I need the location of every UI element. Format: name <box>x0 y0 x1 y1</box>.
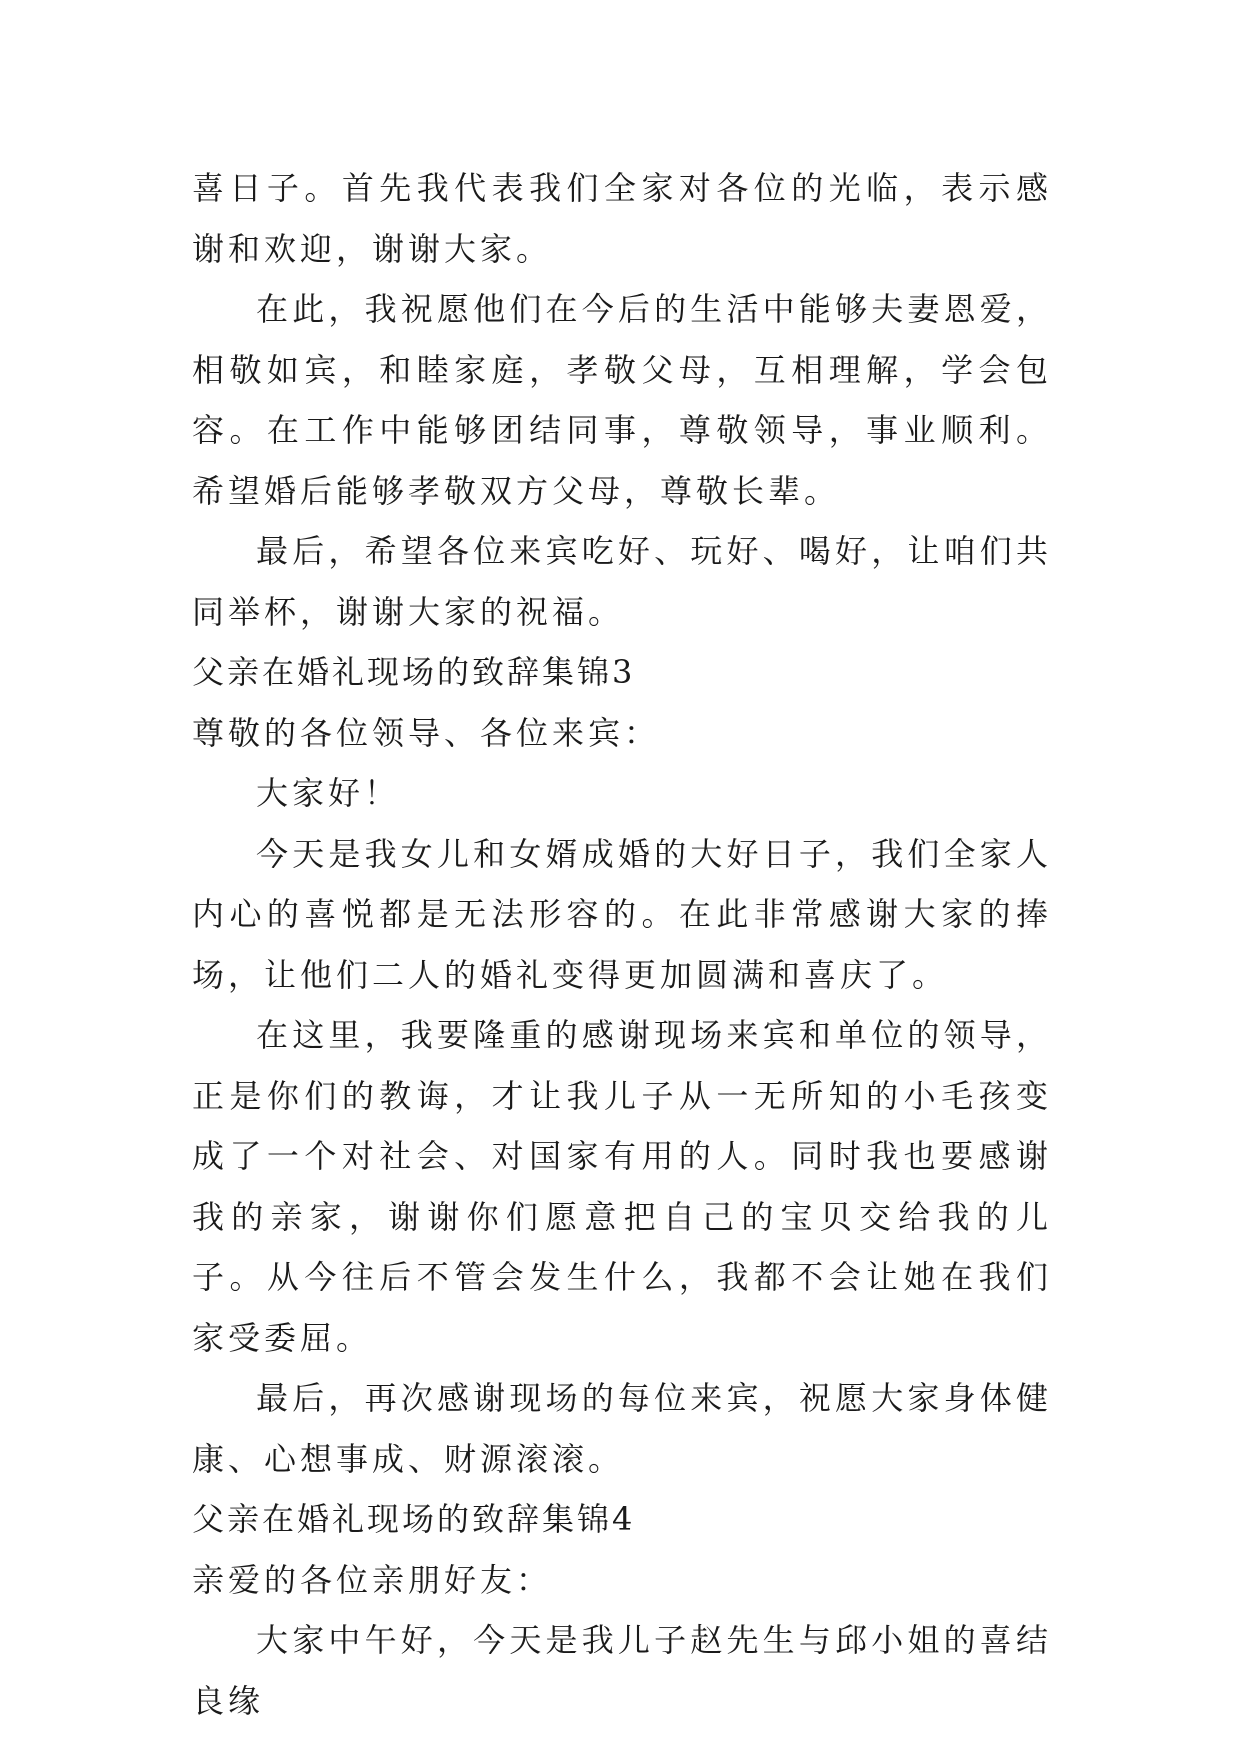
paragraph-4-a: 大家中午好，今天是我儿子赵先生与邱小姐的喜结良缘 <box>192 1621 1052 1720</box>
section-heading-4: 父亲在婚礼现场的致辞集锦4 <box>192 1500 636 1538</box>
paragraph-3-b: 在这里，我要隆重的感谢现场来宾和单位的领导，正是你们的教诲，才让我儿子从一无所知的小毛孩变成了一个对社会、对国家有用的人。同时我也要感谢我的亲家，谢谢你们愿意把自己的宝贝交给我的儿子。从今往后不管会发生什么，我都不会让她在我们家受委屈。 <box>192 1016 1052 1357</box>
paragraph-opening: 喜日子。首先我代表我们全家对各位的光临，表示感谢和欢迎，谢谢大家。 <box>192 169 1052 268</box>
section-heading-3: 父亲在婚礼现场的致辞集锦3 <box>192 653 636 691</box>
paragraph-blessing: 在此，我祝愿他们在今后的生活中能够夫妻恩爱，相敬如宾，和睦家庭，孝敬父母，互相理解，学会包容。在工作中能够团结同事，尊敬领导，事业顺利。希望婚后能够孝敬双方父母，尊敬长辈。 <box>192 290 1052 510</box>
document-body <box>192 158 1052 1731</box>
greeting-3: 大家好！ <box>256 774 401 812</box>
paragraph-3-a: 今天是我女儿和女婿成婚的大好日子，我们全家人内心的喜悦都是无法形容的。在此非常感谢大家的捧场，让他们二人的婚礼变得更加圆满和喜庆了。 <box>192 834 1052 994</box>
paragraph-3-c: 最后，再次感谢现场的每位来宾，祝愿大家身体健康、心想事成、财源滚滚。 <box>192 1379 1052 1478</box>
salutation-3: 尊敬的各位领导、各位来宾： <box>192 713 661 752</box>
paragraph-closing: 最后，希望各位来宾吃好、玩好、喝好，让咱们共同举杯，谢谢大家的祝福。 <box>192 532 1052 631</box>
salutation-4: 亲爱的各位亲朋好友： <box>192 1560 553 1599</box>
